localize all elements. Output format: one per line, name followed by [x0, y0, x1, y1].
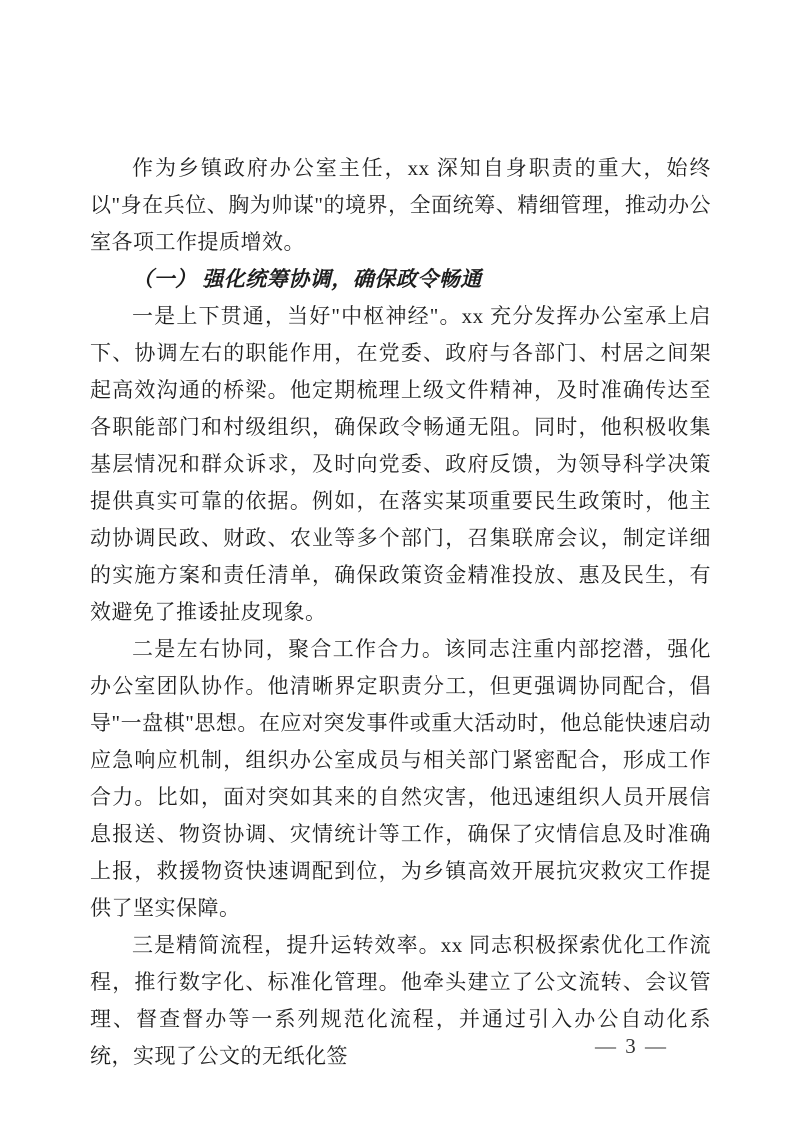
section-heading: （一） 强化统筹协调，确保政令畅通: [132, 267, 482, 291]
paragraph-point-one: 一是上下贯通，当好"中枢神经"。xx 充分发挥办公室承上启下、协调左右的职能作用，在党委、政府与各部门、村居之间架起高效沟通的桥梁。他定期梳理上级文件精神，及时准确传达至各职能部门和村级组织，确保政令畅通无阻。同时，他积极收集基层情况和群众诉求，及时向党委、政府反馈，为领导科学决策提供真实可靠的依据。例如，在落实某项重要民生政策时，他主动协调民政、财政、农业等多个部门，召集联席会议，制定详细的实施方案和责任清单，确保政策资金精准投放、惠及民生，有效避免了推诿扯皮现象。: [90, 304, 711, 624]
paragraph-point-two: 二是左右协同，聚合工作合力。该同志注重内部挖潜，强化办公室团队协作。他清晰界定职责分工，但更强调协同配合，倡导"一盘棋"思想。在应对突发事件或重大活动时，他总能快速启动应急响应机制，组织办公室成员与相关部门紧密配合，形成工作合力。比如，面对突如其来的自然灾害，他迅速组织人员开展信息报送、物资协调、灾情统计等工作，确保了灾情信息及时准确上报，救援物资快速调配到位，为乡镇高效开展抗灾救灾工作提供了坚实保障。: [90, 637, 711, 920]
paragraph-intro: 作为乡镇政府办公室主任，xx 深知自身职责的重大，始终以"身在兵位、胸为帅谋"的境界，全面统筹、精细管理，推动办公室各项工作提质增效。: [90, 156, 711, 254]
paragraph-point-three: 三是精简流程，提升运转效率。xx 同志积极探索优化工作流程，推行数字化、标准化管理。他牵头建立了公文流转、会议管理、督查督办等一系列规范化流程，并通过引入办公自动化系统，实现了公文的无纸化签: [90, 933, 711, 1068]
page-number: — 3 —: [595, 1034, 668, 1058]
document-body: [90, 150, 711, 1075]
